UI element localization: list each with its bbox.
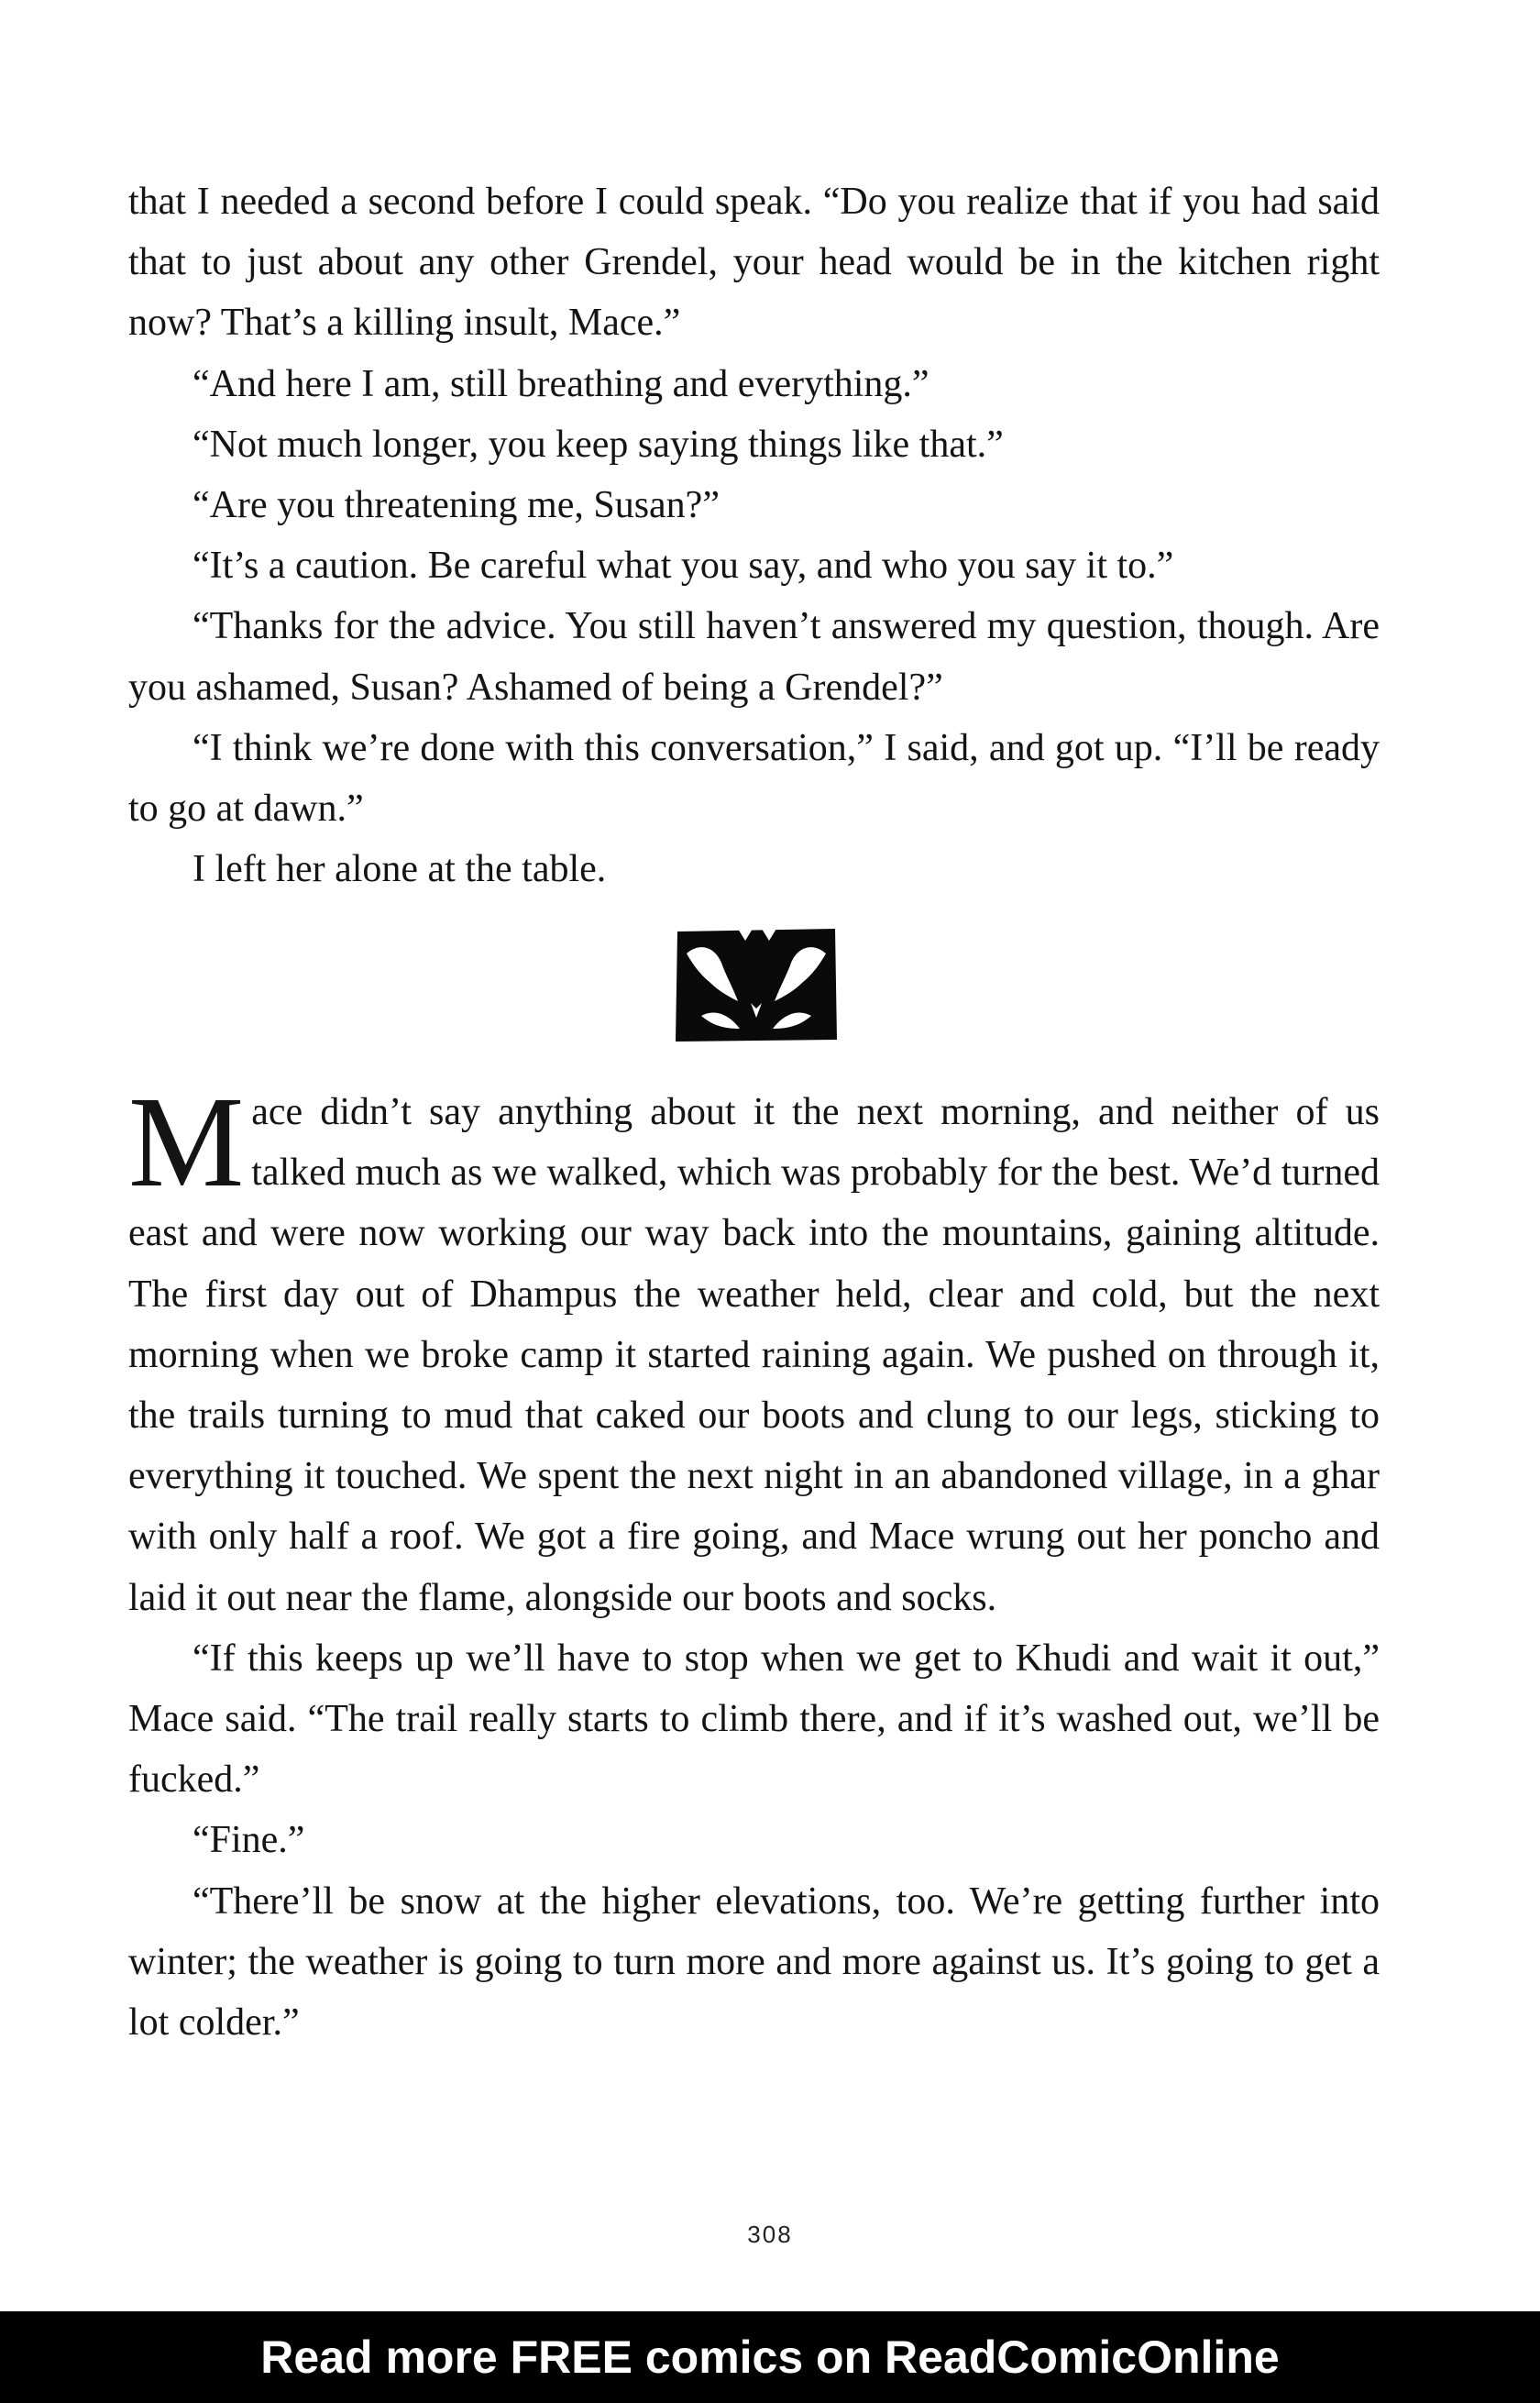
paragraph: I left her alone at the table. bbox=[192, 848, 607, 891]
paragraph: “Thanks for the advice. You still haven’t answered my question, though. Are you ashamed, Susan? Ashamed of being a Grendel?” bbox=[128, 605, 1380, 709]
paragraph: “If this keeps up we’ll have to stop when we get to Khudi and wait it out,” Mace said. “The trail really starts to climb there, and if it’s washed out, we’ll be fucked.” bbox=[128, 1637, 1380, 1802]
opening-paragraph bbox=[128, 1069, 1380, 1628]
paragraph: “Fine.” bbox=[192, 1819, 305, 1862]
page-number: 308 bbox=[747, 2221, 793, 2248]
grendel-mask-icon bbox=[674, 926, 839, 1043]
paragraph: “Are you threatening me, Susan?” bbox=[192, 484, 720, 527]
promo-banner-link[interactable]: Read more FREE comics on ReadComicOnline bbox=[260, 2331, 1280, 2383]
opening-paragraph-text: ace didn’t say anything about it the next morning, and neither of us talked much as we walked, which was probably for the best. We’d turned east and were now working our way back into the mountains, gaining altitude. The first day out of Dhampus the weather held, clear and cold, but the next morning when we broke camp it started raining again. We pushed on through it, the trails turning to mud that caked our boots and clung to our legs, sticking to everything it touched. We spent the next night in an abandoned village, in a ghar with only half a roof. We got a fire going, and Mace wrung out her poncho and laid it out near the flame, alongside our boots and socks. bbox=[128, 1091, 1380, 1619]
promo-banner bbox=[0, 2311, 1540, 2403]
paragraph: “It’s a caution. Be careful what you say, and who you say it to.” bbox=[192, 545, 1174, 588]
paragraph: “And here I am, still breathing and everything.” bbox=[192, 362, 930, 405]
section-two-text bbox=[128, 1069, 1380, 2053]
paragraph: “There’ll be snow at the higher elevations, too. We’re getting further into winter; the weather is going to turn more and more against us. It’s going to get a lot colder.” bbox=[128, 1879, 1380, 2045]
paragraph-continued: that I needed a second before I could speak. “Do you realize that if you had said that to just about any other Grendel, your head would be in the kitchen right now? That’s a killing insult, Mace.” bbox=[128, 181, 1380, 345]
section-one-text bbox=[128, 171, 1380, 899]
paragraph: “I think we’re done with this conversation,” I said, and got up. “I’ll be ready to go at dawn.” bbox=[128, 726, 1380, 831]
drop-cap: M bbox=[128, 1069, 245, 1214]
paragraph: “Not much longer, you keep saying things like that.” bbox=[192, 423, 1004, 466]
